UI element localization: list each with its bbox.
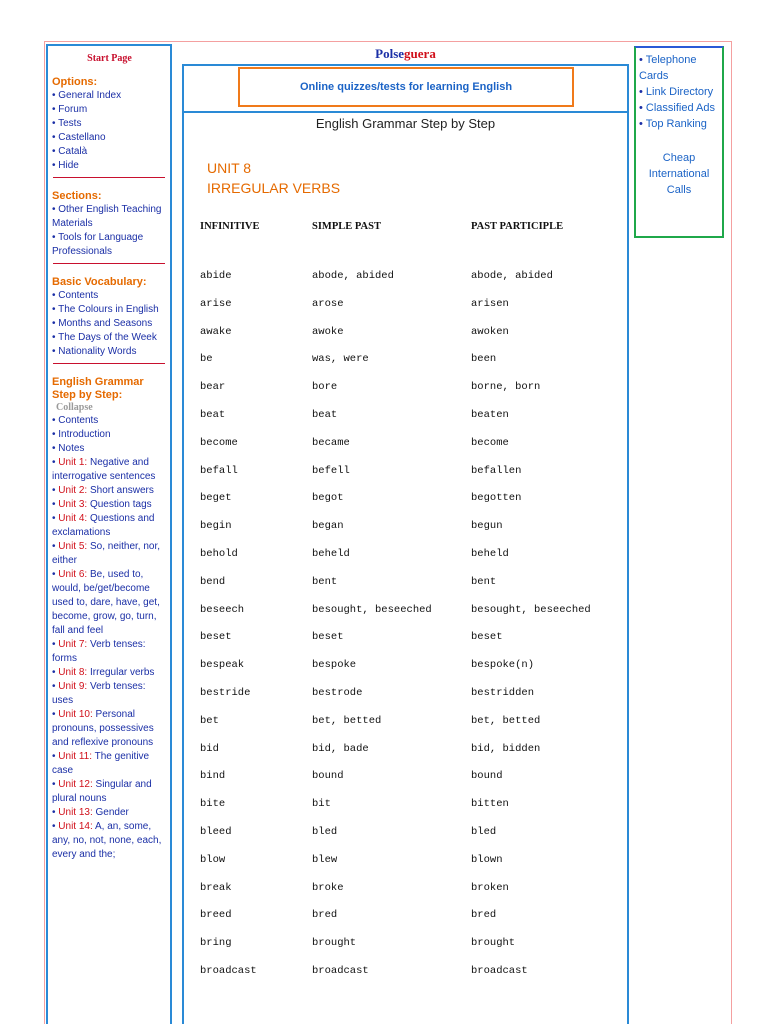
past-participle-cell: broadcast — [471, 964, 528, 977]
unit-label: Unit 6: — [58, 569, 88, 580]
table-row — [200, 965, 620, 993]
simple-past-cell: bore — [312, 381, 338, 394]
table-row — [200, 854, 620, 882]
unit-link[interactable] — [52, 750, 167, 778]
infinitive-cell: blow — [200, 853, 226, 866]
options-item[interactable] — [52, 145, 167, 159]
vocabulary-item[interactable] — [52, 345, 167, 359]
past-participle-cell: begotten — [471, 492, 522, 505]
unit-label: Unit 11: — [58, 751, 93, 762]
bullet-icon: • — [52, 779, 59, 790]
options-item[interactable] — [52, 131, 167, 145]
bullet-icon: • — [52, 304, 59, 315]
bullet-icon: • — [639, 86, 646, 98]
sections-item[interactable] — [52, 203, 167, 231]
unit-label: Unit 12: — [58, 779, 93, 790]
bullet-icon: • — [52, 485, 59, 496]
options-heading: Options: — [52, 76, 98, 88]
simple-past-cell: besought, beseeched — [312, 603, 432, 616]
bullet-icon: • — [639, 102, 646, 114]
table-row — [200, 909, 620, 937]
table-row — [200, 353, 620, 381]
past-participle-cell: borne, born — [471, 381, 541, 394]
infinitive-cell: bear — [200, 381, 226, 394]
link-label: The Colours in English — [58, 304, 159, 315]
past-participle-cell: beaten — [471, 408, 509, 421]
right-link[interactable] — [639, 52, 719, 84]
infinitive-cell: behold — [200, 547, 238, 560]
unit-link[interactable] — [52, 806, 167, 820]
table-row — [200, 437, 620, 465]
grammar-item[interactable] — [52, 442, 167, 456]
quizzes-banner-link[interactable]: Online quizzes/tests for learning English — [238, 67, 574, 107]
simple-past-cell: broadcast — [312, 964, 369, 977]
infinitive-cell: bring — [200, 937, 232, 950]
right-links-list — [639, 52, 719, 132]
bullet-icon: • — [52, 90, 59, 101]
site-title[interactable]: Polseguera — [375, 46, 436, 61]
options-item[interactable] — [52, 117, 167, 131]
grammar-heading: English Grammar Step by Step: — [52, 376, 144, 401]
unit-label: Unit 10: — [58, 709, 93, 720]
unit-link[interactable] — [52, 820, 167, 862]
link-label: Castellano — [58, 132, 106, 143]
simple-past-cell: bent — [312, 575, 338, 588]
collapse-link[interactable]: Collapse — [56, 402, 93, 413]
past-participle-cell: been — [471, 353, 497, 366]
bullet-icon: • — [52, 667, 59, 678]
simple-past-cell: bred — [312, 909, 338, 922]
unit-link[interactable] — [52, 540, 167, 568]
right-links-box — [634, 46, 724, 238]
infinitive-cell: bid — [200, 742, 219, 755]
unit-topic: Gender — [95, 807, 129, 818]
table-row — [200, 743, 620, 771]
bullet-icon: • — [52, 415, 59, 426]
infinitive-cell: bestride — [200, 686, 251, 699]
cheap-calls-link[interactable]: Cheap International Calls — [648, 152, 710, 196]
simple-past-cell: bit — [312, 798, 331, 811]
vocabulary-heading: Basic Vocabulary: — [52, 276, 147, 288]
options-item[interactable] — [52, 103, 167, 117]
header-infinitive: INFINITIVE — [200, 221, 260, 232]
infinitive-cell: befall — [200, 464, 238, 477]
bullet-icon: • — [52, 204, 59, 215]
link-label: Nationality Words — [58, 346, 137, 357]
simple-past-cell: abode, abided — [312, 270, 394, 282]
bullet-icon: • — [52, 541, 59, 552]
unit-link[interactable] — [52, 456, 167, 484]
table-row — [200, 298, 620, 326]
simple-past-cell: beset — [312, 631, 344, 644]
bullet-icon: • — [52, 751, 59, 762]
simple-past-cell: bid, bade — [312, 742, 369, 755]
bullet-icon: • — [52, 318, 59, 329]
unit-topic: Be, used to, would, be/get/become used to, dare, have, get, become, grow, go, turn, fall and feel — [52, 569, 160, 636]
unit-link[interactable] — [52, 512, 167, 540]
unit-link[interactable] — [52, 498, 167, 512]
bullet-icon: • — [52, 118, 59, 129]
simple-past-cell: bled — [312, 825, 338, 838]
past-participle-cell: bled — [471, 825, 497, 838]
infinitive-cell: become — [200, 436, 238, 449]
table-row — [200, 548, 620, 576]
vocabulary-item[interactable] — [52, 303, 167, 317]
unit-label: Unit 13: — [58, 807, 93, 818]
link-label: Hide — [58, 160, 79, 171]
link-label: Notes — [58, 443, 85, 454]
unit-number: UNIT 8 — [207, 160, 252, 176]
past-participle-cell: become — [471, 436, 509, 449]
past-participle-cell: bestridden — [471, 686, 535, 699]
unit-link[interactable] — [52, 638, 167, 666]
link-label: Tests — [58, 118, 82, 129]
table-row — [200, 659, 620, 687]
simple-past-cell: broke — [312, 881, 344, 894]
table-row — [200, 270, 620, 298]
unit-label: Unit 7: — [58, 639, 88, 650]
past-participle-cell: bent — [471, 575, 497, 588]
table-row — [200, 381, 620, 409]
link-label: The Days of the Week — [58, 332, 157, 343]
table-row — [200, 465, 620, 493]
table-row — [200, 409, 620, 437]
simple-past-cell: was, were — [312, 353, 369, 366]
unit-label: Unit 14: — [58, 821, 93, 832]
table-row — [200, 520, 620, 548]
past-participle-cell: besought, beseeched — [471, 603, 591, 616]
infinitive-cell: broadcast — [200, 964, 257, 977]
past-participle-cell: blown — [471, 853, 503, 866]
simple-past-cell: bespoke — [312, 659, 357, 672]
bullet-icon: • — [52, 332, 59, 343]
vocabulary-item[interactable] — [52, 331, 167, 345]
divider — [184, 111, 627, 113]
simple-past-cell: blew — [312, 853, 338, 866]
infinitive-cell: abide — [200, 270, 232, 282]
header-simple-past: SIMPLE PAST — [312, 221, 381, 232]
past-participle-cell: abode, abided — [471, 270, 553, 282]
unit-link[interactable] — [52, 680, 167, 708]
infinitive-cell: beat — [200, 408, 226, 421]
unit-label: Unit 9: — [58, 681, 88, 692]
vocabulary-item[interactable] — [52, 317, 167, 331]
link-label: Contents — [58, 290, 99, 301]
grammar-list — [52, 414, 167, 456]
link-label: Introduction — [58, 429, 111, 440]
bullet-icon: • — [52, 443, 59, 454]
bullet-icon: • — [52, 709, 59, 720]
bullet-icon: • — [52, 104, 59, 115]
simple-past-cell: begot — [312, 492, 344, 505]
bullet-icon: • — [52, 457, 59, 468]
bullet-icon: • — [52, 429, 59, 440]
unit-heading — [207, 158, 340, 198]
infinitive-cell: awake — [200, 325, 232, 338]
bullet-icon: • — [52, 639, 59, 650]
simple-past-cell: bound — [312, 770, 344, 783]
bullet-icon: • — [52, 132, 59, 143]
link-label: Contents — [58, 415, 99, 426]
link-label: General Index — [58, 90, 122, 101]
bullet-icon: • — [52, 499, 59, 510]
bullet-icon: • — [639, 54, 646, 66]
simple-past-cell: brought — [312, 937, 357, 950]
simple-past-cell: bestrode — [312, 686, 363, 699]
past-participle-cell: bet, betted — [471, 714, 541, 727]
vocabulary-item[interactable] — [52, 289, 167, 303]
bullet-icon: • — [52, 681, 59, 692]
unit-link[interactable] — [52, 778, 167, 806]
past-participle-cell: beset — [471, 631, 503, 644]
simple-past-cell: beheld — [312, 547, 350, 560]
infinitive-cell: beget — [200, 492, 232, 505]
table-row — [200, 826, 620, 854]
link-label: Català — [58, 146, 88, 157]
unit-link[interactable] — [52, 484, 167, 498]
page-title: English Grammar Step by Step — [315, 116, 496, 131]
unit-link[interactable] — [52, 708, 167, 750]
past-participle-cell: brought — [471, 937, 516, 950]
grammar-item[interactable] — [52, 414, 167, 428]
bullet-icon: • — [52, 513, 59, 524]
table-row — [200, 937, 620, 965]
left-sidebar — [46, 44, 172, 1024]
infinitive-cell: breed — [200, 909, 232, 922]
unit-list — [52, 456, 167, 862]
link-label: Top Ranking — [645, 118, 707, 130]
infinitive-cell: begin — [200, 520, 232, 533]
unit-topic: Question tags — [89, 499, 152, 510]
unit-topic: So, neither, nor, either — [52, 541, 161, 566]
unit-topic: Verb tenses: uses — [52, 681, 146, 706]
table-row — [200, 492, 620, 520]
unit-topic: Negative and interrogative sentences — [52, 457, 156, 482]
table-row — [200, 715, 620, 743]
past-participle-cell: bespoke(n) — [471, 659, 535, 672]
sections-list — [52, 203, 167, 259]
sections-heading: Sections: — [52, 190, 102, 202]
link-label: Tools for Language Professionals — [52, 232, 144, 257]
infinitive-cell: beset — [200, 631, 232, 644]
link-label: Telephone Cards — [639, 54, 697, 82]
past-participle-cell: awoken — [471, 325, 509, 338]
link-label: Other English Teaching Materials — [52, 204, 162, 229]
link-label: Classified Ads — [645, 102, 716, 114]
table-row — [200, 798, 620, 826]
infinitive-cell: arise — [200, 297, 232, 310]
table-row — [200, 631, 620, 659]
simple-past-cell: arose — [312, 297, 344, 310]
unit-link[interactable] — [52, 666, 167, 680]
simple-past-cell: awoke — [312, 325, 344, 338]
unit-topic: A, an, some, any, no, not, none, each, every and the; — [52, 821, 162, 860]
options-item[interactable] — [52, 89, 167, 103]
divider — [53, 177, 165, 178]
unit-topic: Verb tenses: forms — [52, 639, 146, 664]
infinitive-cell: be — [200, 353, 213, 366]
table-row — [200, 882, 620, 910]
table-row — [200, 576, 620, 604]
bullet-icon: • — [52, 821, 59, 832]
past-participle-cell: bitten — [471, 798, 509, 811]
bullet-icon: • — [52, 290, 59, 301]
bullet-icon: • — [52, 807, 59, 818]
right-link[interactable] — [639, 116, 719, 132]
past-participle-cell: begun — [471, 520, 503, 533]
start-page-link[interactable]: Start Page — [87, 53, 132, 64]
infinitive-cell: bite — [200, 798, 226, 811]
unit-topic: Irregular verbs — [89, 667, 155, 678]
unit-label: Unit 3: — [58, 499, 88, 510]
right-link[interactable] — [639, 100, 719, 116]
right-link[interactable] — [639, 84, 719, 100]
past-participle-cell: broken — [471, 881, 509, 894]
past-participle-cell: bred — [471, 909, 497, 922]
table-row — [200, 770, 620, 798]
infinitive-cell: beseech — [200, 603, 245, 616]
table-row — [200, 326, 620, 354]
past-participle-cell: bid, bidden — [471, 742, 541, 755]
simple-past-cell: began — [312, 520, 344, 533]
sections-item[interactable] — [52, 231, 167, 259]
simple-past-cell: bet, betted — [312, 714, 382, 727]
options-item[interactable] — [52, 159, 167, 173]
simple-past-cell: became — [312, 436, 350, 449]
table-row — [200, 604, 620, 632]
divider — [53, 363, 165, 364]
infinitive-cell: break — [200, 881, 232, 894]
infinitive-cell: bleed — [200, 825, 232, 838]
infinitive-cell: bet — [200, 714, 219, 727]
bullet-icon: • — [52, 232, 59, 243]
header-past-participle: PAST PARTICIPLE — [471, 221, 564, 232]
unit-topic: The genitive case — [52, 751, 150, 776]
divider — [53, 263, 165, 264]
link-label: Months and Seasons — [58, 318, 153, 329]
infinitive-cell: bend — [200, 575, 226, 588]
bullet-icon: • — [52, 146, 59, 157]
bullet-icon: • — [639, 118, 646, 130]
infinitive-cell: bind — [200, 770, 226, 783]
unit-label: Unit 8: — [58, 667, 88, 678]
bullet-icon: • — [52, 569, 59, 580]
simple-past-cell: befell — [312, 464, 350, 477]
options-list — [52, 89, 167, 173]
past-participle-cell: beheld — [471, 547, 509, 560]
unit-title: IRREGULAR VERBS — [207, 180, 341, 196]
unit-link[interactable] — [52, 568, 167, 638]
grammar-item[interactable] — [52, 428, 167, 442]
link-label: Link Directory — [645, 86, 714, 98]
table-row — [200, 687, 620, 715]
unit-label: Unit 5: — [58, 541, 88, 552]
unit-label: Unit 4: — [58, 513, 88, 524]
bullet-icon: • — [52, 160, 59, 171]
unit-label: Unit 1: — [58, 457, 88, 468]
unit-topic: Personal pronouns, possessives and reflexive pronouns — [52, 709, 154, 748]
unit-label: Unit 2: — [58, 485, 88, 496]
infinitive-cell: bespeak — [200, 659, 245, 672]
vocabulary-list — [52, 289, 167, 359]
bullet-icon: • — [52, 346, 59, 357]
unit-topic: Singular and plural nouns — [52, 779, 152, 804]
unit-topic: Short answers — [89, 485, 154, 496]
simple-past-cell: beat — [312, 408, 338, 421]
link-label: Forum — [58, 104, 88, 115]
unit-topic: Questions and exclamations — [52, 513, 155, 538]
past-participle-cell: befallen — [471, 464, 522, 477]
verb-table — [200, 270, 620, 993]
past-participle-cell: bound — [471, 770, 503, 783]
past-participle-cell: arisen — [471, 297, 509, 310]
